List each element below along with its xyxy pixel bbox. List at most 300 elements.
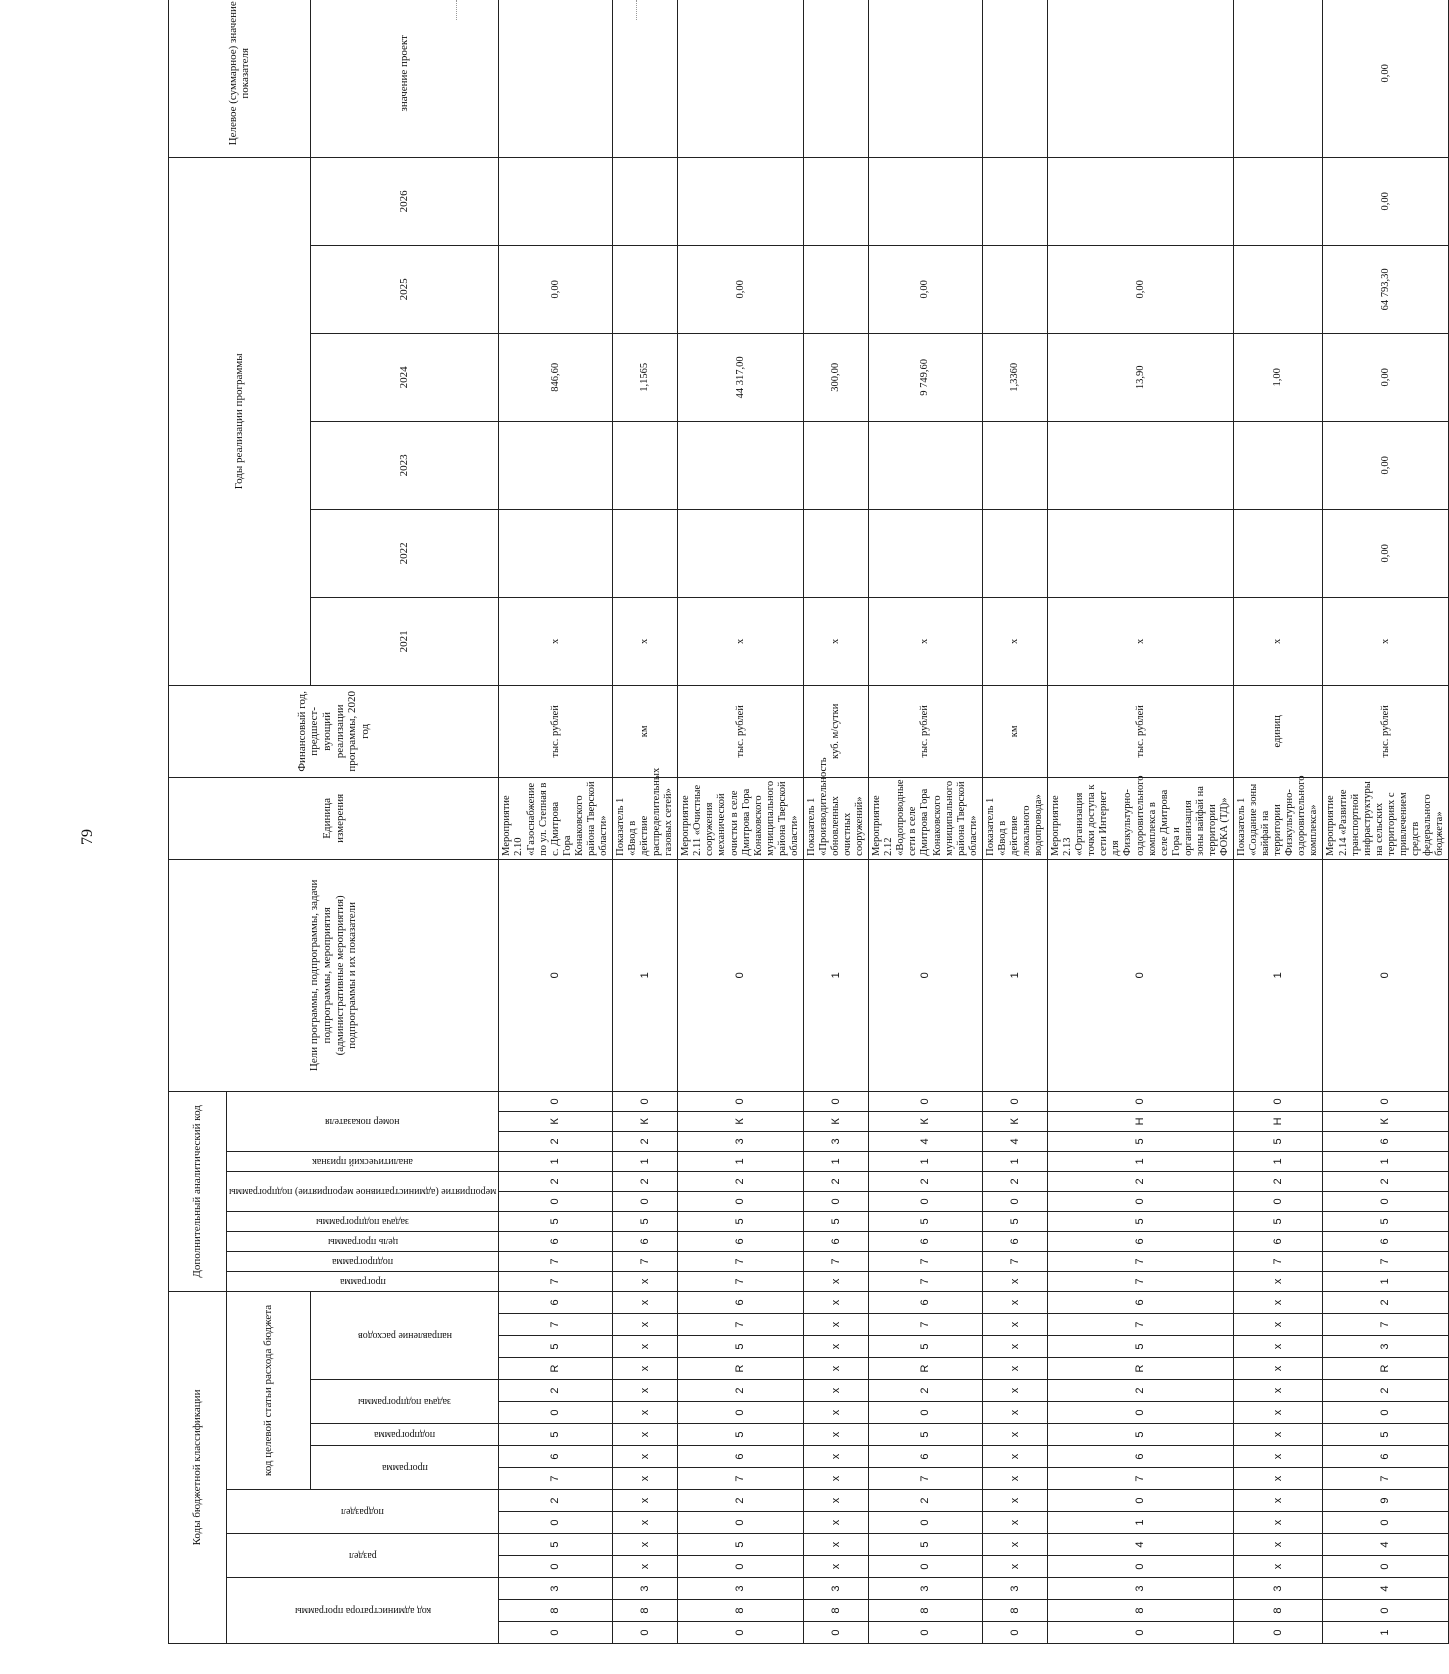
code-cell-prog: 6 <box>1048 1446 1234 1468</box>
code-cell-dop: 3 <box>803 1131 868 1151</box>
code-cell-dop: 6 <box>612 1231 677 1251</box>
code-cell-dop: 4 <box>869 1131 983 1151</box>
code-cell-admin: 8 <box>678 1600 804 1622</box>
code-cell-dop: 0 <box>499 1091 613 1111</box>
code-cell-napr: 5 <box>869 1336 983 1358</box>
code-cell-admin: 4 <box>1323 1578 1449 1600</box>
code-cell-razdel: 5 <box>678 1534 804 1556</box>
header-year-2022: 2022 <box>310 509 499 597</box>
header-podprogramma: подпрограмма <box>310 1424 499 1446</box>
code-cell-admin: 0 <box>612 1622 677 1644</box>
code-cell-prog: 7 <box>499 1468 613 1490</box>
code-cell-dop: Н <box>1234 1111 1323 1131</box>
code-cell-dop: К <box>1323 1111 1449 1131</box>
code-cell-napr: 1 <box>1323 1271 1449 1291</box>
code-cell-napr: 5 <box>1048 1336 1234 1358</box>
code-cell-dop: 0 <box>1048 1191 1234 1211</box>
code-cell-zadacha: х <box>1234 1380 1323 1402</box>
row-value-2024 <box>803 245 868 333</box>
code-cell-admin: 0 <box>499 1622 613 1644</box>
row-value-2022: 0,00 <box>1323 421 1449 509</box>
header-admin-code: код администратора программы <box>227 1578 499 1644</box>
row-value-2023: 1,00 <box>1234 333 1323 421</box>
code-cell-zadacha: 2 <box>1048 1380 1234 1402</box>
header-podrazdel: подраздел <box>227 1490 499 1534</box>
code-cell-dop: 7 <box>1048 1251 1234 1271</box>
code-cell-admin: 8 <box>869 1600 983 1622</box>
row-value-2024: 0,00 <box>869 245 983 333</box>
header-meropriyatie: мероприятие (административное мероприятие) подпрограммы <box>227 1171 499 1211</box>
row-value-2021 <box>803 509 868 597</box>
code-cell-podprog: х <box>612 1424 677 1446</box>
code-cell-napr: х <box>612 1314 677 1336</box>
code-cell-dop: 5 <box>982 1211 1047 1231</box>
code-cell-dop: 0 <box>982 1191 1047 1211</box>
table-row <box>612 0 677 1644</box>
table-row <box>1323 0 1449 1644</box>
code-cell-dop: 7 <box>982 1251 1047 1271</box>
code-cell-admin: 8 <box>1048 1600 1234 1622</box>
code-cell-zadacha: х <box>1234 1402 1323 1424</box>
row-unit: тыс. рублей <box>678 685 804 777</box>
row-unit: тыс. рублей <box>1323 685 1449 777</box>
header-nomer: номер показателя <box>227 1091 499 1151</box>
code-cell-dop: 7 <box>1323 1251 1449 1271</box>
row-name: Показатель 1 «Производительность обновленных очистных сооружений» <box>803 777 868 859</box>
table-row <box>803 0 868 1644</box>
code-cell-admin: 0 <box>803 1622 868 1644</box>
header-napravlenie: направление расходов <box>310 1291 499 1379</box>
code-cell-podrazdel: х <box>803 1490 868 1512</box>
code-cell-podrazdel: 2 <box>678 1490 804 1512</box>
code-cell-admin: 3 <box>678 1578 804 1600</box>
row-fin-2020: х <box>499 597 613 685</box>
row-name: Показатель 1 «Ввод в действие локального водопровода» <box>982 777 1047 859</box>
row-value-2025 <box>1048 157 1234 245</box>
header-zadacha: задача подпрограммы <box>310 1380 499 1424</box>
code-cell-dop: 2 <box>499 1131 613 1151</box>
header-year-2024: 2024 <box>310 333 499 421</box>
row-value-2021: 0,00 <box>1323 509 1449 597</box>
row-value-2024 <box>1234 245 1323 333</box>
code-cell-dop: 6 <box>678 1231 804 1251</box>
code-cell-dop: 6 <box>1323 1131 1449 1151</box>
row-name: Мероприятие 2.13 «Организация точки доступа к сети Интернет для Физкультурно-оздоровительного комплекса в селе Дмитрова Гора и организация зоны вайфай на территории ФОКА (ТД)» <box>1048 777 1234 859</box>
code-cell-admin: 3 <box>612 1578 677 1600</box>
code-cell-podrazdel: х <box>1234 1512 1323 1534</box>
row-value-2026 <box>678 0 804 157</box>
code-cell-zadacha: 2 <box>1323 1380 1449 1402</box>
row-unit: куб. м/сутки <box>803 685 868 777</box>
code-cell-napr: х <box>982 1314 1047 1336</box>
code-cell-zadacha: х <box>803 1380 868 1402</box>
row-value-2024: 64 793,30 <box>1323 245 1449 333</box>
header-dop-zadacha: задача подпрограммы <box>227 1211 499 1231</box>
code-cell-zadacha: х <box>803 1402 868 1424</box>
row-unit: тыс. рублей <box>1048 685 1234 777</box>
code-cell-podrazdel: 1 <box>1048 1512 1234 1534</box>
code-cell-prog: х <box>612 1446 677 1468</box>
code-cell-dop: 1 <box>612 859 677 1091</box>
code-cell-zadacha: 0 <box>499 1402 613 1424</box>
code-cell-dop: 5 <box>1234 1211 1323 1231</box>
row-value-2021 <box>1234 509 1323 597</box>
code-cell-dop: 5 <box>612 1211 677 1231</box>
row-value-2022 <box>982 421 1047 509</box>
row-fin-2020: х <box>1048 597 1234 685</box>
code-cell-napr: 3 <box>1323 1336 1449 1358</box>
code-cell-dop: 7 <box>803 1251 868 1271</box>
code-cell-podrazdel: х <box>612 1512 677 1534</box>
row-value-2023: 1,3360 <box>982 333 1047 421</box>
code-cell-napr: 7 <box>1048 1271 1234 1291</box>
code-cell-admin: 3 <box>499 1578 613 1600</box>
code-cell-napr: х <box>612 1358 677 1380</box>
code-cell-razdel: 0 <box>499 1556 613 1578</box>
code-cell-napr: х <box>612 1336 677 1358</box>
code-cell-napr: 7 <box>1048 1314 1234 1336</box>
row-value-2025: 0,00 <box>1323 157 1449 245</box>
code-cell-napr: х <box>803 1314 868 1336</box>
code-cell-napr: 7 <box>1323 1314 1449 1336</box>
code-cell-dop: 5 <box>1323 1211 1449 1231</box>
code-cell-razdel: х <box>982 1534 1047 1556</box>
code-cell-podrazdel: х <box>1234 1490 1323 1512</box>
code-cell-dop: 1 <box>803 859 868 1091</box>
code-cell-razdel: 5 <box>869 1534 983 1556</box>
code-cell-dop: 7 <box>612 1251 677 1271</box>
code-cell-prog: х <box>1234 1468 1323 1490</box>
page-number: 79 <box>79 829 96 845</box>
row-value-2025 <box>869 157 983 245</box>
code-cell-dop: 1 <box>869 1151 983 1171</box>
code-cell-dop: 7 <box>869 1251 983 1271</box>
code-cell-prog: х <box>1234 1446 1323 1468</box>
row-value-2025 <box>612 157 677 245</box>
code-cell-razdel: х <box>612 1556 677 1578</box>
code-cell-napr: R <box>678 1358 804 1380</box>
header-target: Целевое (суммарное) значение показателя <box>169 0 311 157</box>
code-cell-razdel: х <box>982 1556 1047 1578</box>
table-row <box>869 0 983 1644</box>
program-table <box>168 0 1449 1644</box>
code-cell-admin: 0 <box>1323 1600 1449 1622</box>
code-cell-napr: х <box>1234 1358 1323 1380</box>
code-cell-zadacha: 0 <box>1323 1402 1449 1424</box>
row-name: Мероприятие 2.10 «Газоснабжение по ул. Степная в с. Дмитрова Гора Конаковского района Тверской области» <box>499 777 613 859</box>
code-cell-admin: 0 <box>678 1622 804 1644</box>
row-name: Показатель 1 «Создание зоны вайфай на территории Физкультурно-оздоровительного комплекса» <box>1234 777 1323 859</box>
code-cell-dop: 0 <box>869 859 983 1091</box>
row-unit: км <box>612 685 677 777</box>
code-cell-admin: 8 <box>1234 1600 1323 1622</box>
code-cell-napr: R <box>1048 1358 1234 1380</box>
header-target-code: код целевой статьи расхода бюджета <box>227 1291 311 1489</box>
code-cell-admin: 8 <box>803 1600 868 1622</box>
row-value-2024: 0,00 <box>678 245 804 333</box>
row-value-2023: 44 317,00 <box>678 333 804 421</box>
code-cell-podrazdel: 0 <box>1048 1490 1234 1512</box>
row-value-2024: 0,00 <box>1048 245 1234 333</box>
header-year-2026: 2026 <box>310 157 499 245</box>
code-cell-zadacha: 2 <box>499 1380 613 1402</box>
code-cell-napr: х <box>1234 1336 1323 1358</box>
code-cell-dop: 6 <box>803 1231 868 1251</box>
code-cell-dop: 1 <box>803 1151 868 1171</box>
code-cell-napr: R <box>499 1358 613 1380</box>
code-cell-dop: 0 <box>803 1191 868 1211</box>
code-cell-prog: х <box>982 1446 1047 1468</box>
row-value-2021 <box>612 509 677 597</box>
code-cell-napr: R <box>869 1358 983 1380</box>
row-value-2023: 0,00 <box>1323 333 1449 421</box>
code-cell-dop: К <box>982 1111 1047 1131</box>
code-cell-dop: 0 <box>803 1091 868 1111</box>
code-cell-zadacha: 2 <box>678 1380 804 1402</box>
code-cell-dop: К <box>612 1111 677 1131</box>
row-value-2023: 300,00 <box>803 333 868 421</box>
code-cell-dop: 5 <box>869 1211 983 1231</box>
code-cell-napr: 2 <box>1323 1291 1449 1313</box>
code-cell-zadacha: х <box>612 1402 677 1424</box>
header-years: Годы реализации программы <box>169 157 311 685</box>
table-row <box>982 0 1047 1644</box>
code-cell-dop: 0 <box>678 1091 804 1111</box>
header-extra-code: Дополнительный аналитический код <box>169 1091 227 1291</box>
code-cell-admin: 3 <box>1048 1578 1234 1600</box>
row-name: Мероприятие 2.14 «Развитие транспортной инфраструктуры на сельских территориях с привлечением средств федерального бюджета» <box>1323 777 1449 859</box>
code-cell-razdel: 0 <box>1323 1556 1449 1578</box>
code-cell-napr: х <box>803 1271 868 1291</box>
code-cell-podprog: х <box>803 1424 868 1446</box>
code-cell-dop: 2 <box>1323 1171 1449 1191</box>
code-cell-razdel: 5 <box>499 1534 613 1556</box>
code-cell-dop: 6 <box>982 1231 1047 1251</box>
code-cell-dop: 7 <box>678 1251 804 1271</box>
code-cell-dop: 0 <box>1048 1091 1234 1111</box>
code-cell-prog: х <box>612 1468 677 1490</box>
code-cell-napr: 5 <box>678 1336 804 1358</box>
row-value-2021 <box>982 509 1047 597</box>
code-cell-podrazdel: 0 <box>1323 1512 1449 1534</box>
header-programma: программа <box>310 1446 499 1490</box>
code-cell-prog: 6 <box>678 1446 804 1468</box>
row-value-2024: 0,00 <box>499 245 613 333</box>
code-cell-napr: х <box>612 1271 677 1291</box>
code-cell-napr: х <box>803 1291 868 1313</box>
code-cell-admin: 3 <box>869 1578 983 1600</box>
row-value-2025 <box>1234 157 1323 245</box>
row-fin-2020: х <box>1323 597 1449 685</box>
code-cell-dop: 0 <box>499 859 613 1091</box>
code-cell-admin: 3 <box>982 1578 1047 1600</box>
code-cell-dop: 0 <box>869 1091 983 1111</box>
code-cell-dop: К <box>678 1111 804 1131</box>
code-cell-zadacha: 0 <box>1048 1402 1234 1424</box>
code-cell-dop: 1 <box>1048 1151 1234 1171</box>
row-value-2026 <box>499 0 613 157</box>
code-cell-napr: х <box>612 1291 677 1313</box>
code-cell-podprog: х <box>982 1424 1047 1446</box>
row-fin-2020: х <box>612 597 677 685</box>
code-cell-razdel: х <box>1234 1556 1323 1578</box>
code-cell-napr: 7 <box>499 1314 613 1336</box>
code-cell-prog: 7 <box>1048 1468 1234 1490</box>
code-cell-razdel: 0 <box>869 1556 983 1578</box>
code-cell-dop: 5 <box>803 1211 868 1231</box>
code-cell-napr: х <box>803 1336 868 1358</box>
row-name: Мероприятие 2.11 «Очистные сооружения механической очистки в селе Дмитрова Гора Конаковского муниципального района Тверской области» <box>678 777 804 859</box>
code-cell-prog: 7 <box>1323 1468 1449 1490</box>
row-value-2023: 9 749,60 <box>869 333 983 421</box>
code-cell-admin: 8 <box>612 1600 677 1622</box>
row-value-2022 <box>803 421 868 509</box>
code-cell-zadacha: х <box>982 1380 1047 1402</box>
code-cell-podrazdel: 0 <box>678 1512 804 1534</box>
row-value-2026 <box>803 0 868 157</box>
code-cell-dop: 5 <box>1048 1131 1234 1151</box>
code-cell-admin: 0 <box>869 1622 983 1644</box>
code-cell-dop: 0 <box>982 1091 1047 1111</box>
code-cell-dop: 0 <box>612 1091 677 1111</box>
code-cell-admin: 0 <box>1234 1622 1323 1644</box>
code-cell-admin: 0 <box>1048 1622 1234 1644</box>
code-cell-napr: 5 <box>499 1336 613 1358</box>
row-name: Показатель 1 «Ввод в действие распределительных газовых сетей» <box>612 777 677 859</box>
code-cell-podrazdel: 0 <box>869 1512 983 1534</box>
code-cell-napr: х <box>1234 1291 1323 1313</box>
table-row <box>678 0 804 1644</box>
code-cell-dop: 2 <box>612 1171 677 1191</box>
row-value-2026 <box>1234 0 1323 157</box>
code-cell-dop: 0 <box>1234 1191 1323 1211</box>
code-cell-admin: 1 <box>1323 1622 1449 1644</box>
row-value-2025 <box>982 157 1047 245</box>
row-fin-2020: х <box>678 597 804 685</box>
code-cell-napr: 7 <box>869 1271 983 1291</box>
code-cell-dop: 0 <box>678 1191 804 1211</box>
row-value-2022 <box>1234 421 1323 509</box>
row-value-2026 <box>1048 0 1234 157</box>
row-value-2022 <box>499 421 613 509</box>
row-value-2026: 0,00 <box>1323 0 1449 157</box>
row-value-2021 <box>678 509 804 597</box>
code-cell-dop: 5 <box>499 1211 613 1231</box>
code-cell-dop: 2 <box>1234 1171 1323 1191</box>
code-cell-dop: 1 <box>982 859 1047 1091</box>
table-row <box>499 0 613 1644</box>
row-name: Мероприятие 2.12 «Водопроводные сети в селе Дмитрова Гора Конаковского муниципального района Тверской области» <box>869 777 983 859</box>
code-cell-dop: К <box>803 1111 868 1131</box>
code-cell-napr: R <box>1323 1358 1449 1380</box>
code-cell-dop: Н <box>1048 1111 1234 1131</box>
row-fin-2020: х <box>1234 597 1323 685</box>
code-cell-admin: 8 <box>499 1600 613 1622</box>
code-cell-dop: 1 <box>1323 1151 1449 1171</box>
code-cell-napr: 7 <box>499 1271 613 1291</box>
table-row <box>1234 0 1323 1644</box>
row-value-2026 <box>982 0 1047 157</box>
code-cell-napr: 6 <box>499 1291 613 1313</box>
code-cell-podrazdel: 2 <box>869 1490 983 1512</box>
code-cell-dop: 1 <box>499 1151 613 1171</box>
row-value-2022 <box>869 421 983 509</box>
code-cell-dop: 0 <box>1048 859 1234 1091</box>
row-unit: единиц <box>1234 685 1323 777</box>
code-cell-podprog: 5 <box>678 1424 804 1446</box>
code-cell-dop: 2 <box>499 1171 613 1191</box>
code-cell-dop: 1 <box>982 1151 1047 1171</box>
code-cell-napr: 7 <box>869 1314 983 1336</box>
row-fin-2020: х <box>803 597 868 685</box>
header-target-sub: значение проект <box>310 0 499 157</box>
code-cell-napr: х <box>1234 1314 1323 1336</box>
header-dop-podprogramma: подпрограмма <box>227 1251 499 1271</box>
code-cell-razdel: х <box>803 1556 868 1578</box>
code-cell-dop: 0 <box>1323 1091 1449 1111</box>
code-cell-zadacha: х <box>612 1380 677 1402</box>
code-cell-admin: 3 <box>803 1578 868 1600</box>
header-year-2021: 2021 <box>310 597 499 685</box>
code-cell-dop: 0 <box>1323 859 1449 1091</box>
code-cell-dop: 7 <box>1234 1251 1323 1271</box>
code-cell-napr: х <box>803 1358 868 1380</box>
code-cell-dop: К <box>499 1111 613 1131</box>
code-cell-podrazdel: х <box>803 1512 868 1534</box>
header-fin-year: Финансовый год, предшест- вующий реализации программы, 2020 год <box>169 685 499 777</box>
code-cell-prog: 7 <box>678 1468 804 1490</box>
code-cell-dop: 2 <box>982 1171 1047 1191</box>
code-cell-prog: х <box>803 1446 868 1468</box>
code-cell-dop: К <box>869 1111 983 1131</box>
code-cell-prog: х <box>803 1468 868 1490</box>
code-cell-podprog: 5 <box>499 1424 613 1446</box>
code-cell-dop: 6 <box>1234 1231 1323 1251</box>
row-value-2025 <box>803 157 868 245</box>
code-cell-dop: 0 <box>1234 1091 1323 1111</box>
code-cell-dop: 2 <box>803 1171 868 1191</box>
code-cell-dop: 5 <box>1048 1211 1234 1231</box>
code-cell-prog: 6 <box>869 1446 983 1468</box>
row-value-2026 <box>612 0 677 157</box>
code-cell-podrazdel: х <box>982 1490 1047 1512</box>
code-cell-prog: 6 <box>1323 1446 1449 1468</box>
code-cell-zadacha: 0 <box>678 1402 804 1424</box>
row-value-2023: 846,60 <box>499 333 613 421</box>
code-cell-napr: 6 <box>678 1291 804 1313</box>
row-unit: тыс. рублей <box>499 685 613 777</box>
code-cell-razdel: 4 <box>1323 1534 1449 1556</box>
code-cell-dop: 2 <box>869 1171 983 1191</box>
row-value-2021 <box>499 509 613 597</box>
code-cell-napr: х <box>982 1291 1047 1313</box>
code-cell-dop: 2 <box>1048 1171 1234 1191</box>
header-year-2025: 2025 <box>310 245 499 333</box>
code-cell-napr: 6 <box>1048 1291 1234 1313</box>
code-cell-dop: 0 <box>678 859 804 1091</box>
code-cell-dop: 3 <box>678 1131 804 1151</box>
code-cell-dop: 1 <box>612 1151 677 1171</box>
code-cell-dop: 7 <box>499 1251 613 1271</box>
header-cel: цель программы <box>227 1231 499 1251</box>
row-unit: тыс. рублей <box>869 685 983 777</box>
code-cell-napr: 6 <box>869 1291 983 1313</box>
code-cell-razdel: 0 <box>678 1556 804 1578</box>
code-cell-admin: 3 <box>1234 1578 1323 1600</box>
code-cell-razdel: х <box>612 1534 677 1556</box>
code-cell-napr: х <box>1234 1271 1323 1291</box>
code-cell-dop: 5 <box>678 1211 804 1231</box>
